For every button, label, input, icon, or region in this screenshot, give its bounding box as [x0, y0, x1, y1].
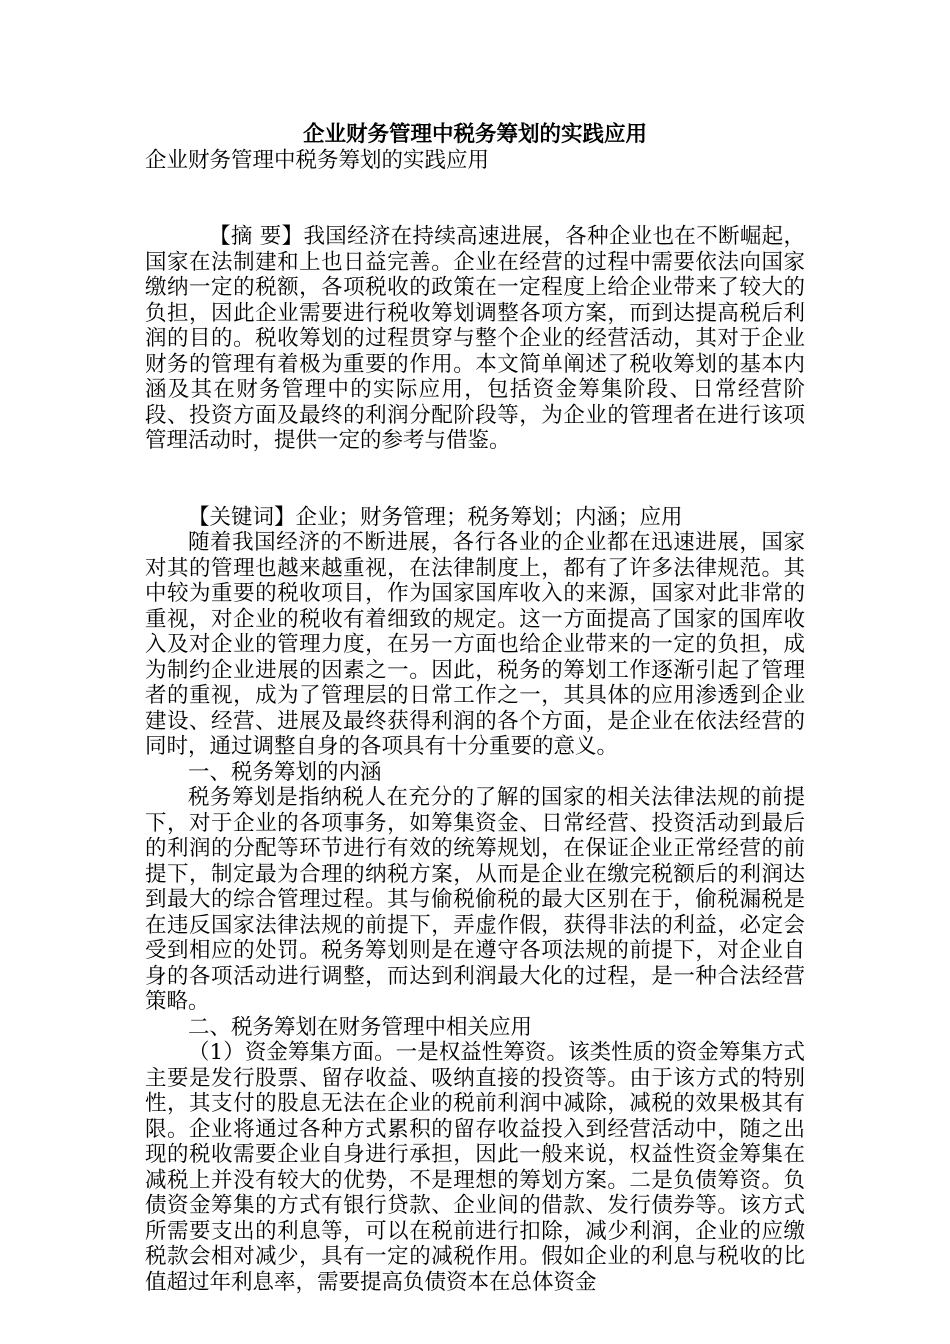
abstract-paragraph: 【摘 要】我国经济在持续高速进展，各种企业也在不断崛起，国家在法制建和上也日益完善。企业在经营的过程中需要依法向国家缴纳一定的税额，各项税收的政策在一定程度上给企业带来了较大的负担，因此企业需要进行税收筹划调整各项方案，而到达提高税后利润的目的。税收筹划的过程贯穿与整个企业的经营活动，其对于企业财务的管理有着极为重要的作用。本文简单阐述了税收筹划的基本内涵及其在财务管理中的实际应用，包括资金筹集阶段、日常经营阶段、投资方面及最终的利润分配阶段等，为企业的管理者在进行该项管理活动时，提供一定的参考与借鉴。 — [145, 224, 805, 453]
section-body-2: （1）资金筹集方面。一是权益性筹资。该类性质的资金筹集方式主要是发行股票、留存收益、吸纳直接的投资等。由于该方式的特别性，其支付的股息无法在企业的税前利润中减除，减税的效果极其有限。企业将通过各种方式累积的留存收益投入到经营活动中，随之出现的税收需要企业自身进行承担，因此一般来说，权益性资金筹集在减税上并没有较大的优势，不是理想的筹划方案。二是负债筹资。负债资金筹集的方式有银行贷款、企业间的借款、发行债券等。该方式所需要支出的利息等，可以在税前进行扣除，减少利润，企业的应缴税款会相对减少，具有一定的减税作用。假如企业的利息与税收的比值超过年利息率，需要提高负债资本在总体资金 — [145, 1040, 805, 1295]
document-subtitle: 企业财务管理中税务筹划的实践应用 — [145, 147, 490, 173]
spacer — [145, 173, 805, 224]
spacer — [145, 454, 805, 505]
section-body-1: 税务筹划是指纳税人在充分的了解的国家的相关法律法规的前提下，对于企业的各项事务，如筹集资金、日常经营、投资活动到最后的利润的分配等环节进行有效的统筹规划，在保证企业正常经营的前提下，制定最为合理的纳税方案，从而是企业在缴完税额后的利润达到最大的综合管理过程。其与偷税偷税的最大区别在于，偷税漏税是在违反国家法律法规的前提下，弄虚作假，获得非法的利益，必定会受到相应的处罚。税务筹划则是在遵守各项法规的前提下，对企业自身的各项活动进行调整，而达到利润最大化的过程，是一种合法经营策略。 — [145, 785, 805, 1014]
section-heading-2: 二、税务筹划在财务管理中相关应用 — [188, 1014, 533, 1040]
intro-paragraph: 随着我国经济的不断进展，各行各业的企业都在迅速进展，国家对其的管理也越来越重视，在法律制度上，都有了许多法律规范。其中较为重要的税收项目，作为国家国库收入的来源，国家对此非常的重视，对企业的税收有着细致的规定。这一方面提高了国家的国库收入及对企业的管理力度，在另一方面也给企业带来的一定的负担，成为制约企业进展的因素之一。因此，税务的筹划工作逐渐引起了管理者的重视，成为了管理层的日常工作之一，其具体的应用渗透到企业建设、经营、进展及最终获得利润的各个方面，是企业在依法经营的同时，通过调整自身的各项具有十分重要的意义。 — [145, 530, 805, 759]
section-heading-1: 一、税务筹划的内涵 — [188, 759, 382, 785]
keywords-paragraph: 【关键词】企业；财务管理；税务筹划；内涵；应用 — [188, 504, 683, 530]
document-title: 企业财务管理中税务筹划的实践应用 — [302, 122, 647, 147]
document-page — [145, 122, 805, 1295]
